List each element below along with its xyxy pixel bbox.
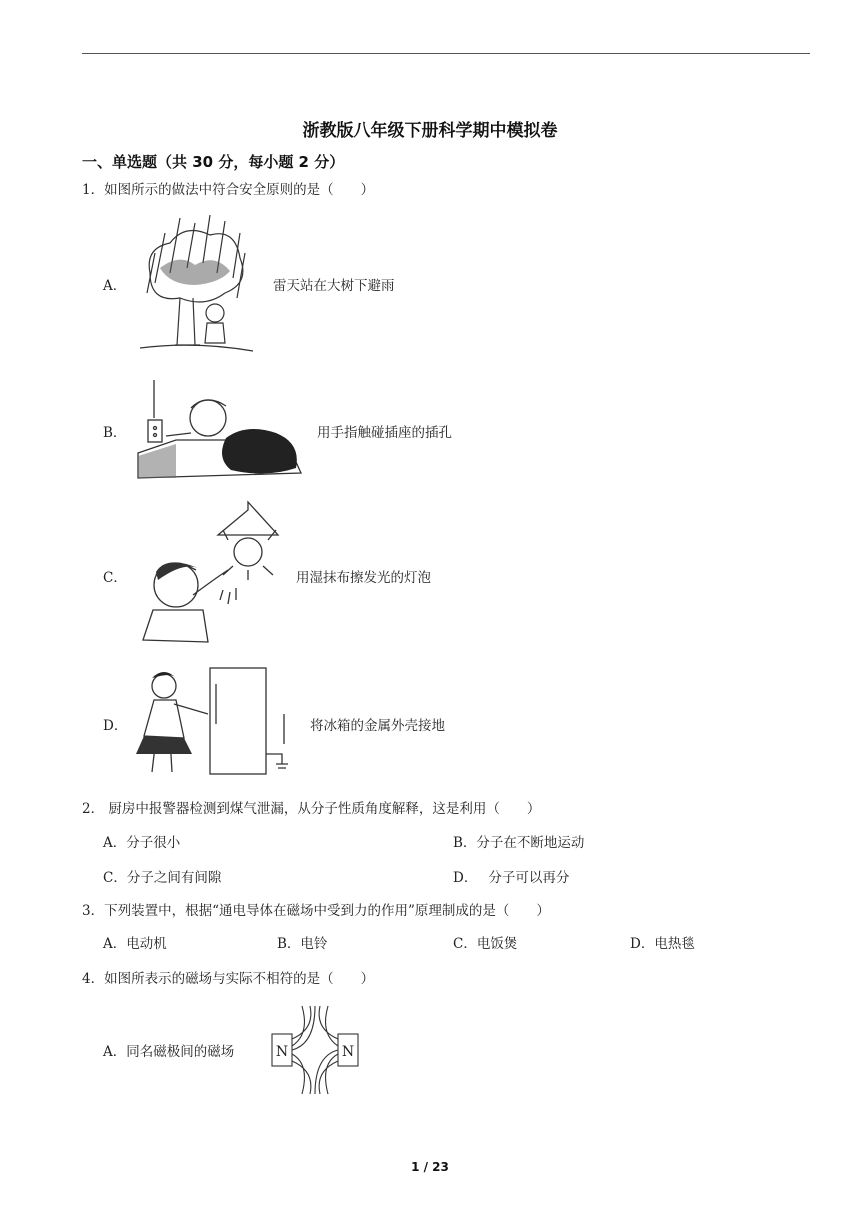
question-3-stem: 3．下列装置中，根据“通电导体在磁场中受到力的作用”原理制成的是（ ） — [82, 903, 550, 919]
girl-fridge-grounded-icon — [134, 664, 296, 782]
question-2-stem: 2． 厨房中报警器检测到煤气泄漏，从分子性质角度解释，这是利用（ ） — [82, 801, 541, 817]
q1-option-c-label: C． — [103, 570, 127, 586]
q3-option-a: A．电动机 — [103, 936, 167, 952]
person-under-tree-in-rain-icon — [135, 213, 255, 355]
q1-option-d-text: 将冰箱的金属外壳接地 — [310, 718, 445, 734]
section-heading: 一、单选题（共 30 分，每小题 2 分） — [82, 153, 345, 171]
q2-option-a: A．分子很小 — [103, 835, 181, 851]
question-1-stem: 1．如图所示的做法中符合安全原则的是（ ） — [82, 182, 375, 198]
q3-option-d: D．电热毯 — [630, 936, 695, 952]
q4-option-a-label: A．同名磁极间的磁场 — [103, 1044, 235, 1060]
like-poles-magnetic-field-icon — [270, 1004, 360, 1096]
child-touching-socket-icon — [136, 378, 306, 482]
question-4-stem: 4．如图所表示的磁场与实际不相符的是（ ） — [82, 971, 375, 987]
page-title: 浙教版八年级下册科学期中模拟卷 — [302, 121, 558, 141]
pole-right-label: N — [341, 1044, 355, 1060]
header-rule — [82, 53, 810, 54]
q1-option-d-label: D． — [103, 718, 128, 734]
q3-option-b: B．电铃 — [277, 936, 328, 952]
q1-option-b-label: B． — [103, 425, 127, 441]
q2-option-d: D． 分子可以再分 — [453, 870, 570, 886]
q3-option-c: C．电饭煲 — [453, 936, 518, 952]
page-number: 1 / 23 — [411, 1160, 449, 1174]
q1-option-b-text: 用手指触碰插座的插孔 — [317, 425, 452, 441]
q1-option-c-text: 用湿抹布擦发光的灯泡 — [296, 570, 431, 586]
q1-option-a-label: A． — [103, 278, 127, 294]
q2-option-b: B．分子在不断地运动 — [453, 835, 585, 851]
pole-left-label: N — [275, 1044, 289, 1060]
q2-option-c: C．分子之间有间隙 — [103, 870, 222, 886]
q1-option-a-text: 雷天站在大树下避雨 — [273, 278, 395, 294]
boy-wiping-bulb-icon — [128, 500, 290, 650]
